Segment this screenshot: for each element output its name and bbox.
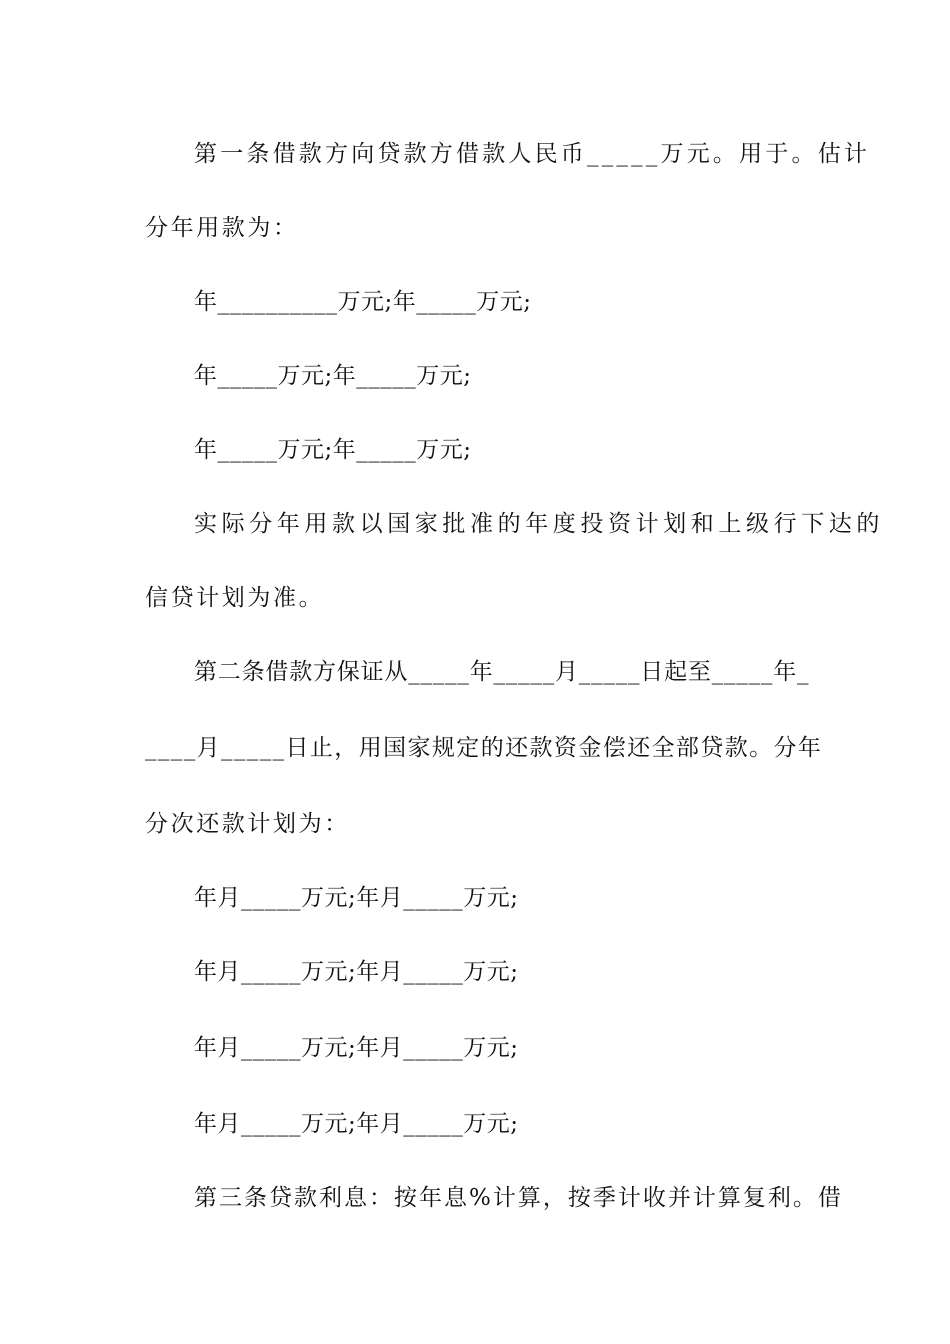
actual-usage-line-1: 实际分年用款以国家批准的年度投资计划和上级行下达的 xyxy=(194,511,884,537)
article-2-line-3: 分次还款计划为： xyxy=(145,811,350,837)
yearly-usage-row-3: 年_____万元;年_____万元; xyxy=(194,437,472,463)
repayment-row-4: 年月_____万元;年月_____万元; xyxy=(194,1111,519,1137)
article-2-line-2: ____月_____日止，用国家规定的还款资金偿还全部贷款。分年 xyxy=(145,735,823,761)
article-1-line-2: 分年用款为： xyxy=(145,215,299,241)
repayment-row-2: 年月_____万元;年月_____万元; xyxy=(194,959,519,985)
repayment-row-3: 年月_____万元;年月_____万元; xyxy=(194,1035,519,1061)
article-1-line-1: 第一条借款方向贷款方借款人民币_____万元。用于。估计 xyxy=(194,141,871,167)
article-2-line-1: 第二条借款方保证从_____年_____月_____日起至_____年_ xyxy=(194,659,810,685)
article-3-line-1: 第三条贷款利息：按年息%计算，按季计收并计算复利。借 xyxy=(194,1185,843,1211)
actual-usage-line-2: 信贷计划为准。 xyxy=(145,585,325,611)
yearly-usage-row-1: 年__________万元;年_____万元; xyxy=(194,289,532,315)
yearly-usage-row-2: 年_____万元;年_____万元; xyxy=(194,363,472,389)
repayment-row-1: 年月_____万元;年月_____万元; xyxy=(194,885,519,911)
